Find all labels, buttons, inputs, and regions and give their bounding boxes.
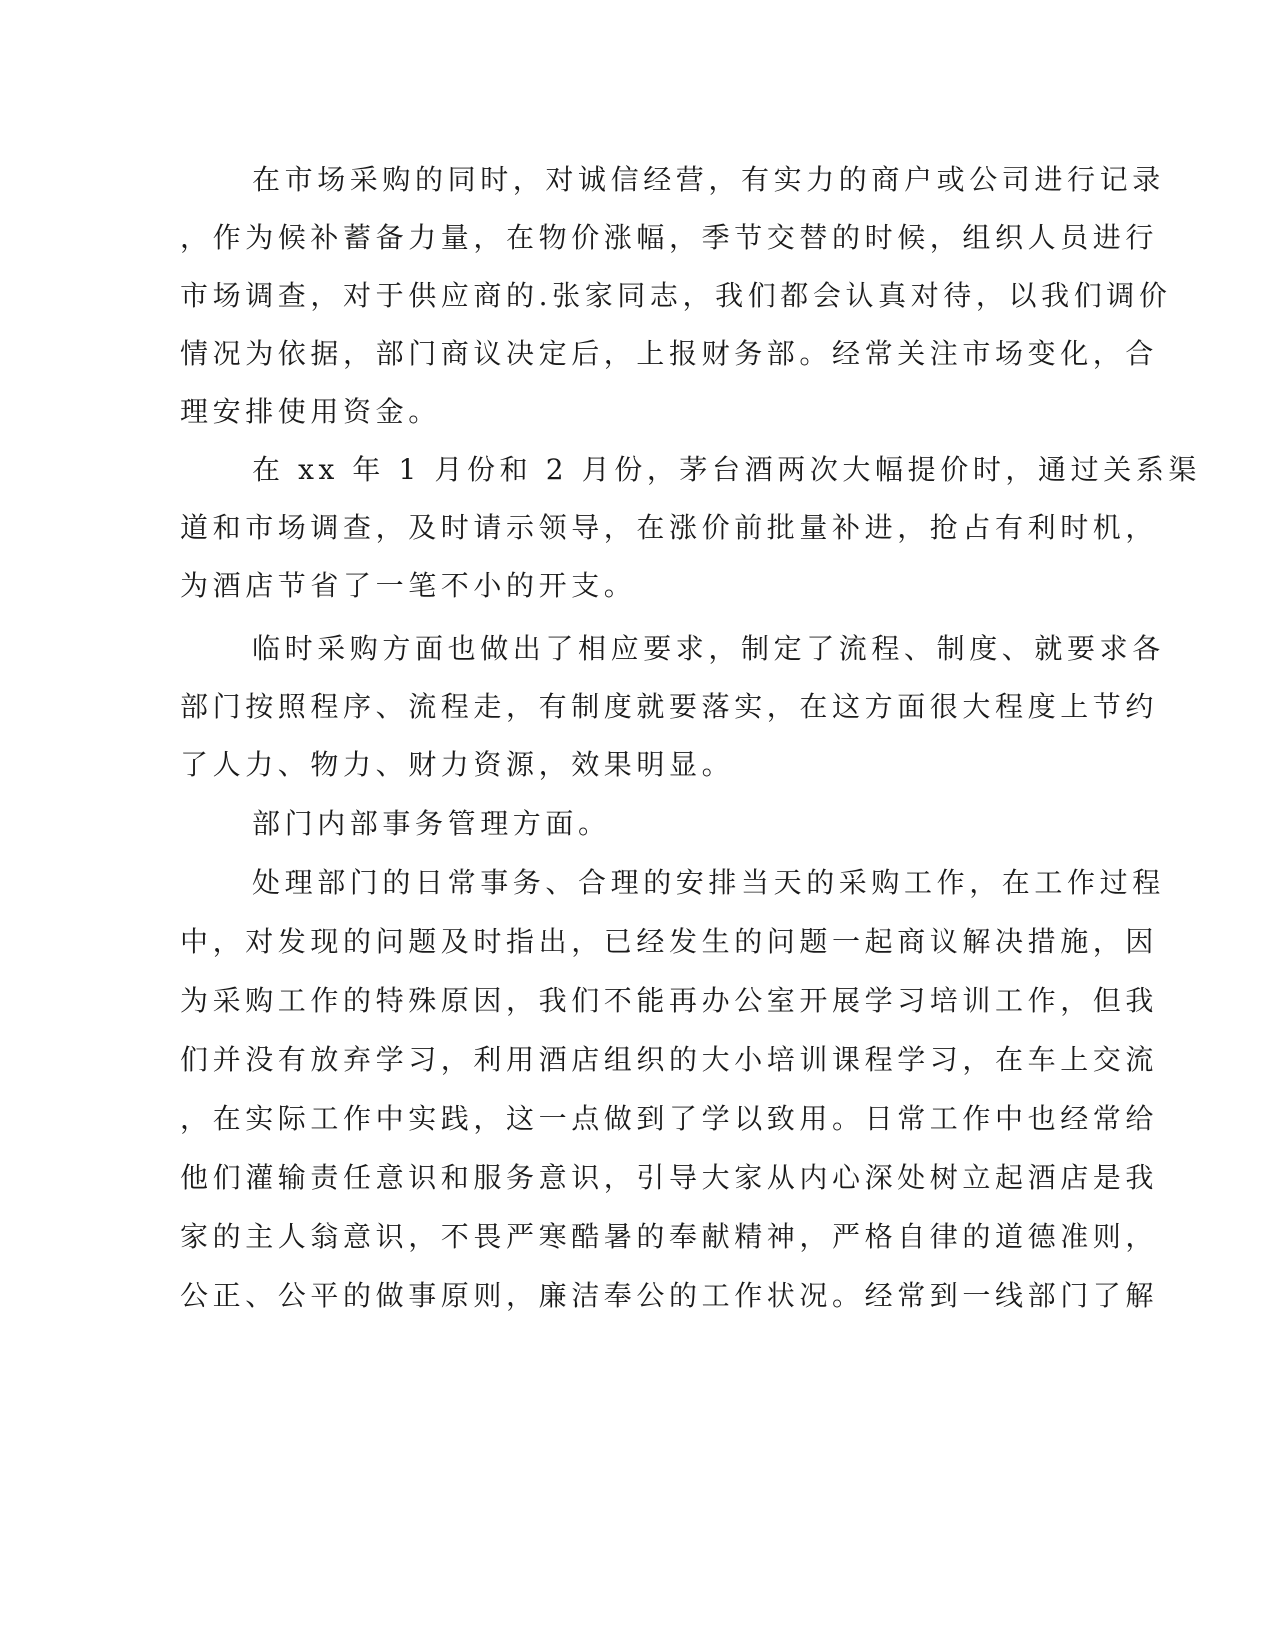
text-line: 处理部门的日常事务、合理的安排当天的采购工作，在工作过程 <box>252 866 1165 899</box>
text-line: ，在实际工作中实践，这一点做到了学以致用。日常工作中也经常给 <box>180 1102 1159 1135</box>
text-line: 们并没有放弃学习，利用酒店组织的大小培训课程学习，在车上交流 <box>180 1043 1159 1076</box>
text-line: 市场调查，对于供应商的.张家同志，我们都会认真对待，以我们调价 <box>180 279 1172 312</box>
text-line: 部门按照程序、流程走，有制度就要落实，在这方面很大程度上节约 <box>180 690 1159 723</box>
text-line: 理安排使用资金。 <box>180 395 441 428</box>
text-line: 部门内部事务管理方面。 <box>252 807 611 840</box>
text-line: 为酒店节省了一笔不小的开支。 <box>180 569 637 602</box>
text-line: ，作为候补蓄备力量，在物价涨幅，季节交替的时候，组织人员进行 <box>180 221 1159 254</box>
text-line: 道和市场调查，及时请示领导，在涨价前批量补进，抢占有利时机， <box>180 511 1159 544</box>
text-line: 公正、公平的做事原则，廉洁奉公的工作状况。经常到一线部门了解 <box>180 1279 1159 1312</box>
text-line: 他们灌输责任意识和服务意识，引导大家从内心深处树立起酒店是我 <box>180 1161 1159 1194</box>
text-line: 家的主人翁意识，不畏严寒酷暑的奉献精神，严格自律的道德准则， <box>180 1220 1159 1253</box>
text-line: 在 xx 年 1 月份和 2 月份，茅台酒两次大幅提价时，通过关系渠 <box>252 453 1202 486</box>
text-line: 情况为依据，部门商议决定后，上报财务部。经常关注市场变化，合 <box>180 337 1159 370</box>
text-line: 了人力、物力、财力资源，效果明显。 <box>180 748 735 781</box>
text-line: 为采购工作的特殊原因，我们不能再办公室开展学习培训工作，但我 <box>180 984 1159 1017</box>
text-line: 中，对发现的问题及时指出，已经发生的问题一起商议解决措施，因 <box>180 925 1159 958</box>
text-line: 临时采购方面也做出了相应要求，制定了流程、制度、就要求各 <box>252 632 1165 665</box>
text-line: 在市场采购的同时，对诚信经营，有实力的商户或公司进行记录 <box>252 163 1165 196</box>
